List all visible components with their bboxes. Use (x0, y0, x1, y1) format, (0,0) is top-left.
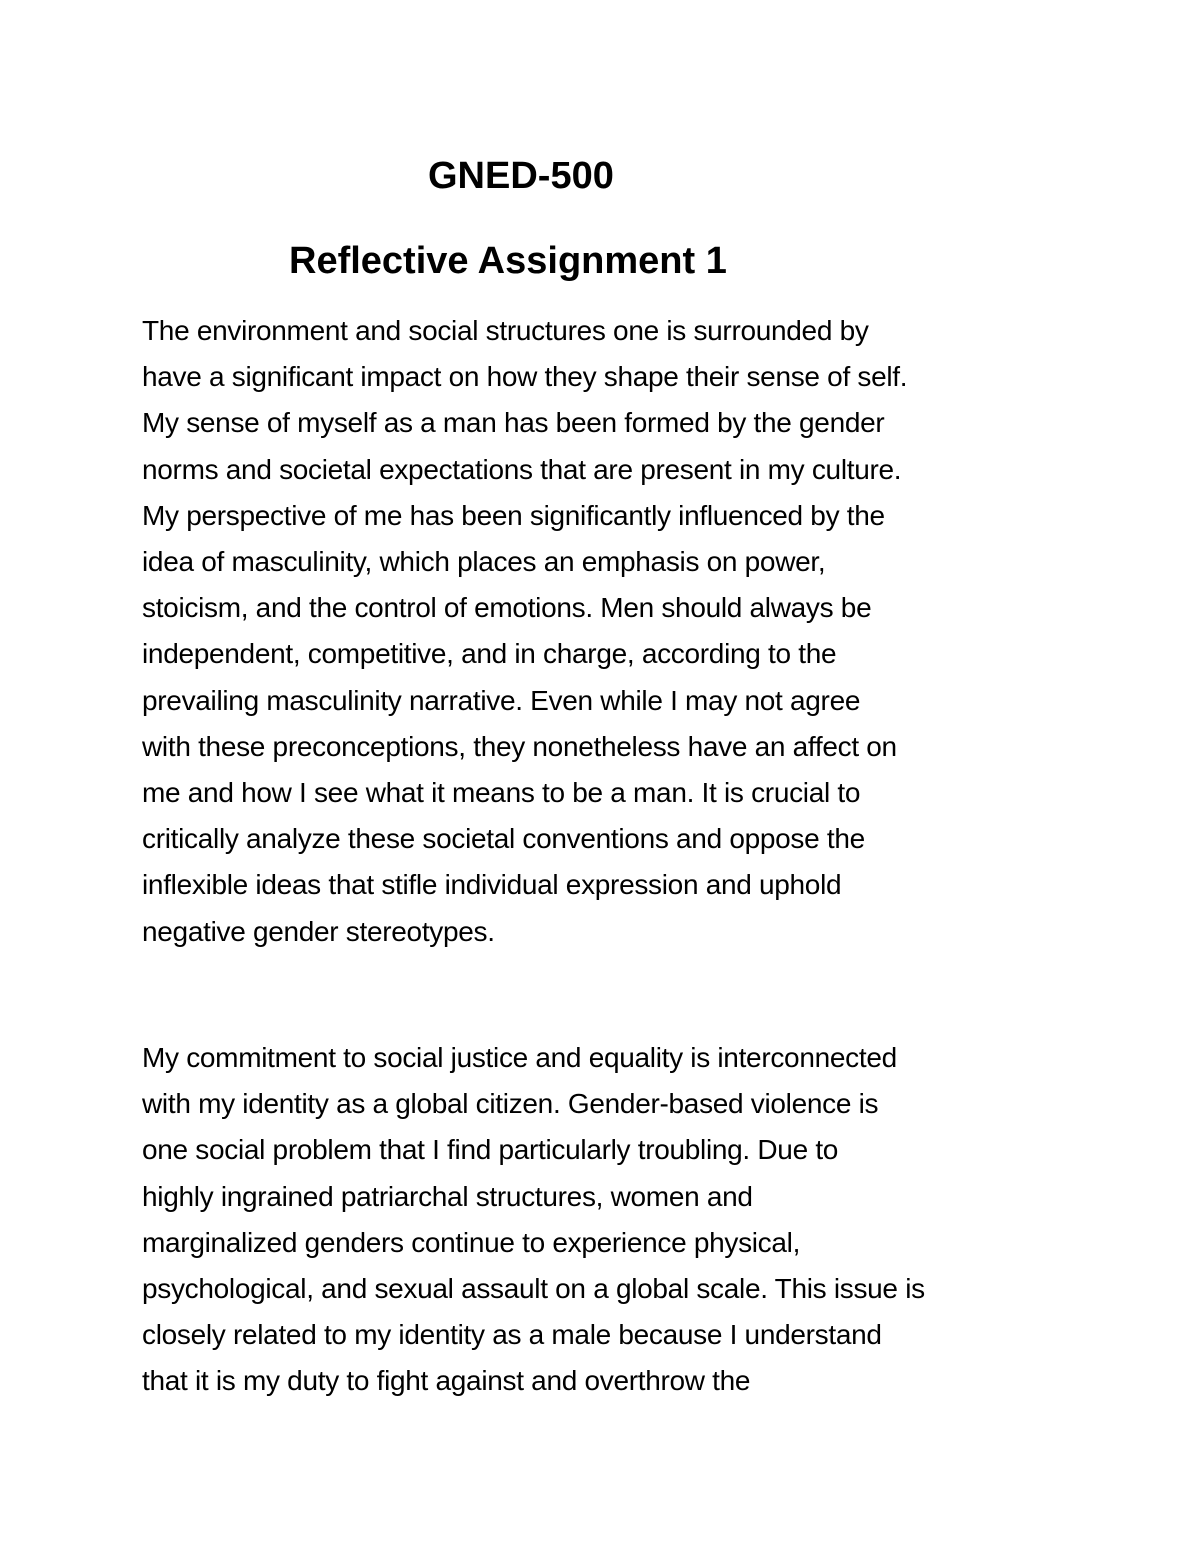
text-line: with my identity as a global citizen. Gender-based violence is (142, 1088, 879, 1120)
text-line: idea of masculinity, which places an emphasis on power, (142, 546, 826, 578)
text-line: one social problem that I find particularly troubling. Due to (142, 1134, 839, 1166)
text-line: independent, competitive, and in charge, according to the (142, 638, 837, 670)
text-line: My perspective of me has been significantly influenced by the (142, 499, 885, 531)
text-line: have a significant impact on how they shape their sense of self. (142, 361, 908, 393)
text-line: negative gender stereotypes. (142, 915, 495, 947)
text-line: My sense of myself as a man has been formed by the gender (142, 407, 885, 439)
text-line: The environment and social structures one is surrounded by (142, 315, 869, 346)
text-line: that it is my duty to fight against and overthrow the (142, 1365, 751, 1397)
text-line: critically analyze these societal conventions and oppose the (142, 823, 865, 855)
text-line: My commitment to social justice and equality is interconnected (142, 1042, 897, 1073)
text-line: psychological, and sexual assault on a global scale. This issue is (142, 1273, 925, 1305)
course-code: GNED-500 (428, 155, 614, 197)
paragraph-1 (142, 308, 907, 955)
paragraph-2 (142, 1035, 925, 1405)
text-line: highly ingrained patriarchal structures, women and (142, 1180, 753, 1212)
text-line: with these preconceptions, they nonetheless have an affect on (142, 730, 897, 762)
document-title: Reflective Assignment 1 (289, 240, 727, 282)
text-line: marginalized genders continue to experience physical, (142, 1226, 801, 1258)
text-line: norms and societal expectations that are present in my culture. (142, 453, 902, 485)
text-line: me and how I see what it means to be a man. It is crucial to (142, 777, 861, 809)
text-line: stoicism, and the control of emotions. Men should always be (142, 592, 872, 624)
text-line: prevailing masculinity narrative. Even while I may not agree (142, 684, 861, 716)
text-line: closely related to my identity as a male because I understand (142, 1319, 882, 1351)
text-line: inflexible ideas that stifle individual expression and uphold (142, 869, 842, 901)
